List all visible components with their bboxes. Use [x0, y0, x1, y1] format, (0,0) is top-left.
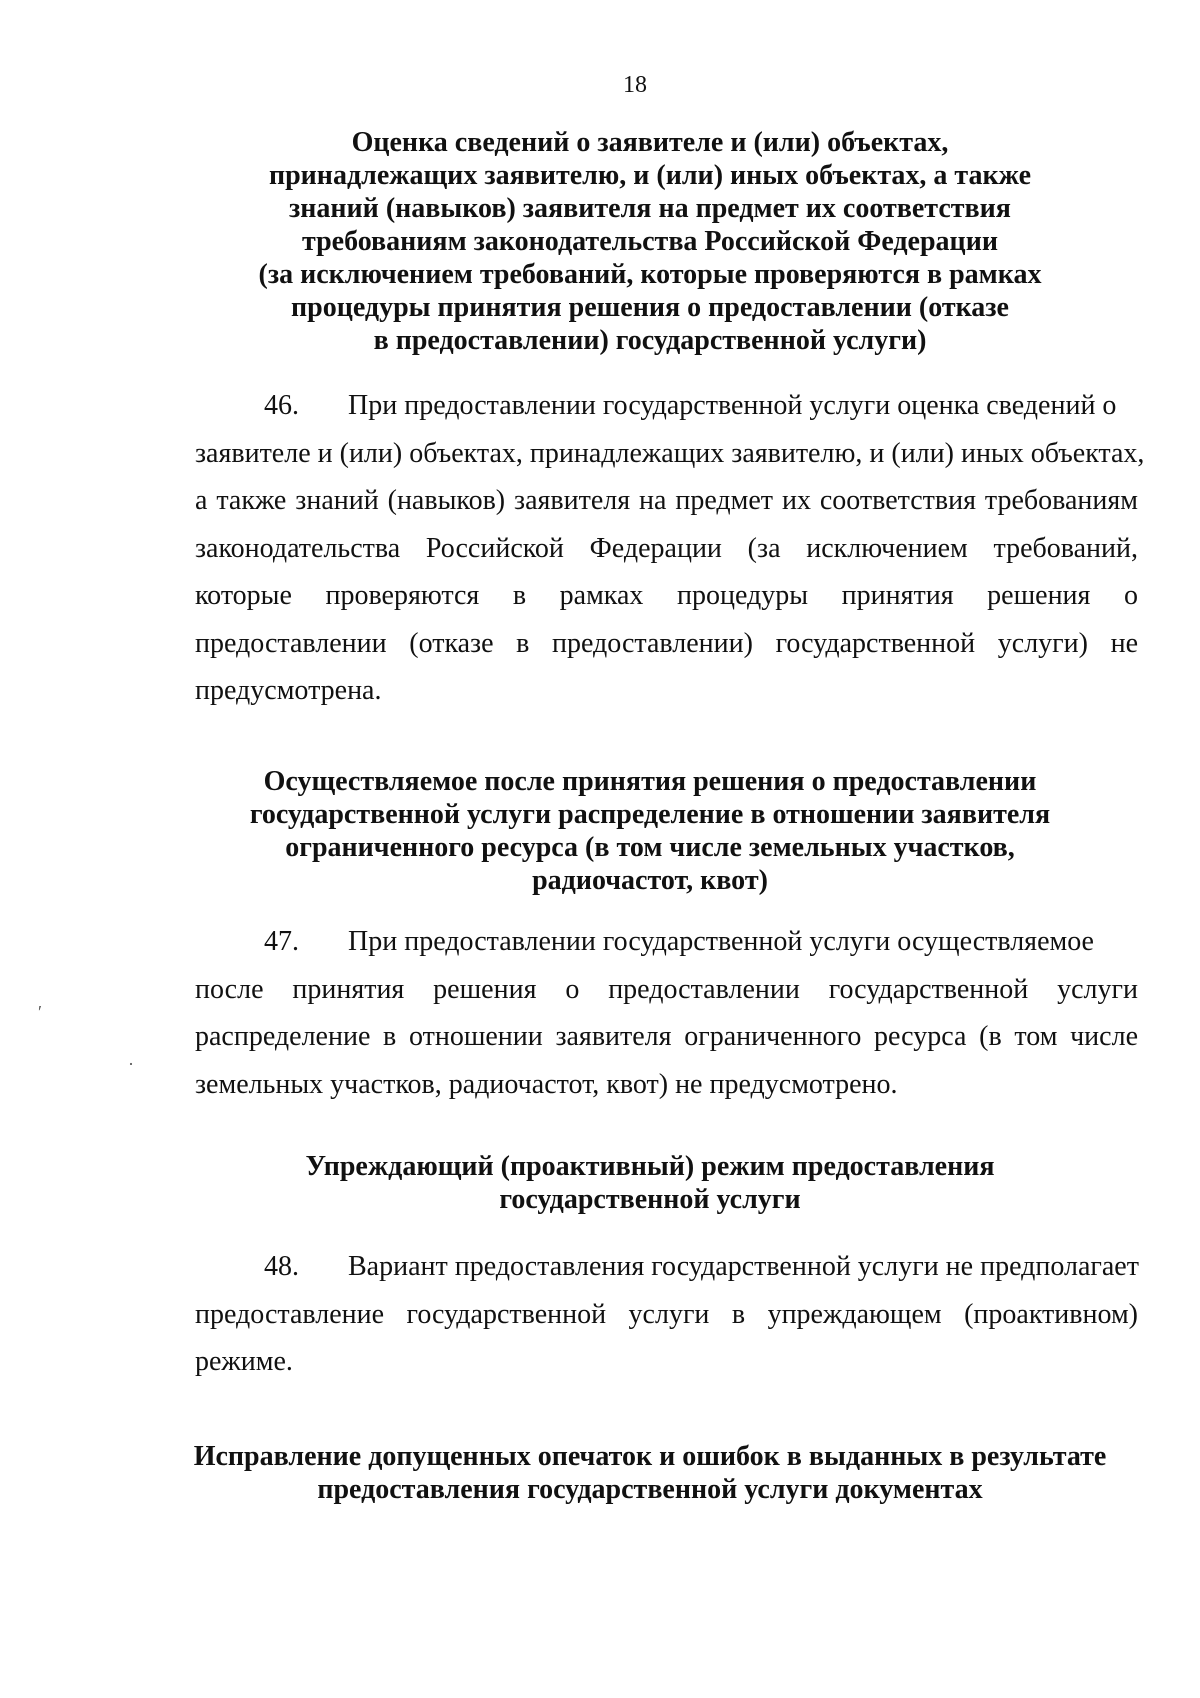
page-number: 18 [623, 72, 647, 98]
heading-line: принадлежащих заявителю, и (или) иных объектах, а также [268, 160, 1032, 191]
heading-line: требованиям законодательства Российской Федерации [302, 226, 998, 257]
heading-line: в предоставлении) государственной услуги) [373, 325, 927, 356]
section-heading-assessment [190, 126, 1110, 357]
paragraph-line: предоставление государственной услуги в упреждающем (проактивном) [195, 1298, 1138, 1330]
paragraph-line: распределение в отношении заявителя ограниченного ресурса (в том числе [195, 1021, 1138, 1052]
paragraph-first-line [195, 918, 1138, 966]
paragraph-line: предоставлении (отказе в предоставлении) государственной услуги) не [195, 627, 1138, 659]
paragraph-first-line-text: Вариант предоставления государственной услуги не предполагает [348, 1251, 1139, 1282]
paragraph-line: после принятия решения о предоставлении государственной услуги [195, 973, 1138, 1005]
scan-mark: · [128, 1054, 134, 1074]
paragraph-line: которые проверяются в рамках процедуры принятия решения о [195, 580, 1138, 611]
section-heading-error-correction [180, 1440, 1120, 1506]
heading-line: знаний (навыков) заявителя на предмет их соответствия [289, 193, 1011, 224]
paragraph-line: а также знаний (навыков) заявителя на предмет их соответствия требованиям [195, 485, 1138, 516]
heading-line: предоставления государственной услуги документах [317, 1474, 983, 1505]
section-heading-proactive-mode [190, 1150, 1110, 1216]
section-heading-resource-allocation [190, 765, 1110, 897]
paragraph-line: режиме. [195, 1346, 293, 1377]
heading-line: государственной услуги распределение в отношении заявителя [249, 799, 1051, 830]
scan-mark: ′ [38, 1002, 42, 1022]
paragraph-46 [195, 382, 1145, 715]
paragraph-number: 48. [264, 1251, 299, 1282]
heading-line: процедуры принятия решения о предоставлении (отказе [291, 292, 1009, 323]
paragraph-line: земельных участков, радиочастот, квот) не предусмотрено. [195, 1068, 898, 1100]
paragraph-first-line [195, 1243, 1138, 1291]
heading-line: Исправление допущенных опечаток и ошибок в выданных в результате [193, 1441, 1107, 1472]
heading-line: ограниченного ресурса (в том числе земельных участков, [285, 832, 1015, 863]
paragraph-number: 47. [264, 926, 299, 957]
heading-line: Упреждающий (проактивный) режим предоставления [305, 1151, 995, 1182]
paragraph-line: заявителе и (или) объектах, принадлежащих заявителю, и (или) иных объектах, [195, 437, 1145, 469]
paragraph-first-line-text: При предоставлении государственной услуги осуществляемое [348, 926, 1094, 957]
paragraph-line: законодательства Российской Федерации (за исключением требований, [195, 532, 1138, 564]
heading-line: радиочастот, квот) [532, 865, 768, 896]
paragraph-47 [195, 918, 1138, 1108]
paragraph-first-line [195, 382, 1138, 430]
heading-line: Оценка сведений о заявителе и (или) объектах, [351, 127, 949, 158]
heading-line: Осуществляемое после принятия решения о предоставлении [263, 766, 1037, 797]
heading-line: (за исключением требований, которые проверяются в рамках [258, 259, 1042, 290]
paragraph-first-line-text: При предоставлении государственной услуги оценка сведений о [348, 390, 1117, 421]
paragraph-number: 46. [264, 390, 299, 421]
paragraph-line: предусмотрена. [195, 675, 382, 706]
heading-line: государственной услуги [499, 1184, 801, 1215]
paragraph-48 [195, 1243, 1138, 1386]
